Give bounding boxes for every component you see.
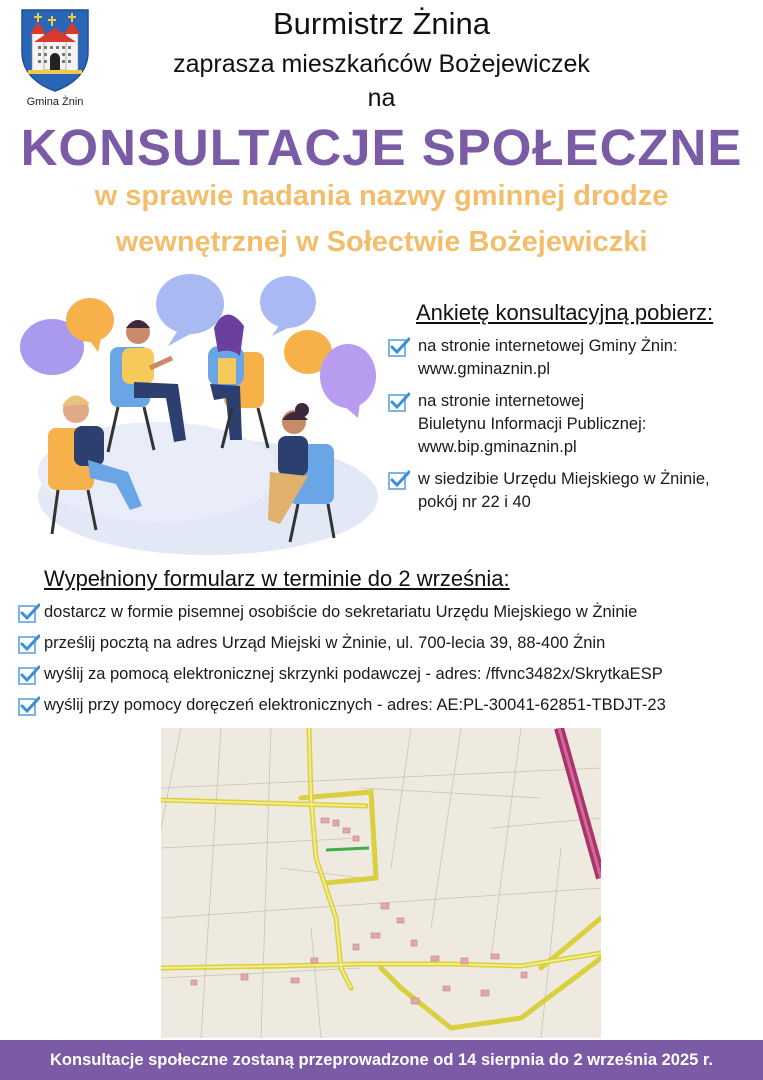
- list-item: [18, 663, 758, 685]
- header-na: na: [367, 84, 396, 112]
- checkbox-checked-icon: [18, 634, 40, 654]
- crest-label: Gmina Żnin: [26, 96, 84, 108]
- checkbox-checked-icon: [18, 603, 40, 623]
- list-item-text: na stronie internetowej: [418, 392, 585, 410]
- list-item-text: w siedzibie Urzędu Miejskiego w Żninie,: [418, 470, 710, 488]
- list-item: [388, 390, 758, 459]
- submission-heading: Wypełniony formularz w terminie do 2 września:: [44, 566, 510, 591]
- survey-section: [388, 300, 758, 514]
- checkbox-checked-icon: [18, 665, 40, 685]
- page-title: KONSULTACJE SPOŁECZNE: [20, 119, 743, 176]
- checkbox-checked-icon: [388, 470, 410, 490]
- list-item-text: dostarcz w formie pisemnej osobiście do sekretariatu Urzędu Miejskiego w Żninie: [44, 603, 638, 621]
- bip-website-link[interactable]: www.bip.gminaznin.pl: [418, 438, 577, 456]
- person-icon: [208, 314, 268, 448]
- subtitle-line-1: w sprawie nadania nazwy gminnej drodze: [94, 180, 669, 212]
- list-item-text: wyślij za pomocą elektronicznej skrzynki podawczej - adres: /ffvnc3482x/SkrytkaESP: [44, 665, 663, 683]
- list-item-text: Biuletynu Informacji Publicznej:: [418, 415, 647, 433]
- gmina-website-link[interactable]: www.gminaznin.pl: [418, 360, 551, 378]
- list-item: [18, 694, 758, 716]
- cadastral-map: [161, 728, 601, 1038]
- subtitle-line-2: wewnętrznej w Sołectwie Bożejewiczki: [115, 226, 648, 258]
- list-item: [18, 632, 758, 654]
- header-mayor: Burmistrz Żnina: [272, 6, 491, 41]
- submission-section: [18, 566, 758, 716]
- list-item: [388, 335, 758, 381]
- list-item-text: na stronie internetowej Gminy Żnin:: [418, 337, 678, 355]
- list-item-text: pokój nr 22 i 40: [418, 493, 531, 511]
- survey-heading: Ankietę konsultacyjną pobierz:: [416, 300, 714, 325]
- checkbox-checked-icon: [18, 696, 40, 716]
- consultation-illustration: [18, 272, 384, 562]
- list-item: [388, 468, 758, 514]
- list-item-text: prześlij pocztą na adres Urząd Miejski w Żninie, ul. 700-lecia 39, 88-400 Żnin: [44, 634, 606, 652]
- list-item-text: wyślij przy pomocy doręczeń elektronicznych - adres: AE:PL-30041-62851-TBDJT-23: [44, 696, 666, 714]
- footer-banner: Konsultacje społeczne zostaną przeprowadzone od 14 sierpnia do 2 września 2025 r.: [0, 1040, 763, 1080]
- checkbox-checked-icon: [388, 392, 410, 412]
- checkbox-checked-icon: [388, 337, 410, 357]
- list-item: [18, 601, 758, 623]
- header-invitation: zaprasza mieszkańców Bożejewiczek: [173, 50, 590, 78]
